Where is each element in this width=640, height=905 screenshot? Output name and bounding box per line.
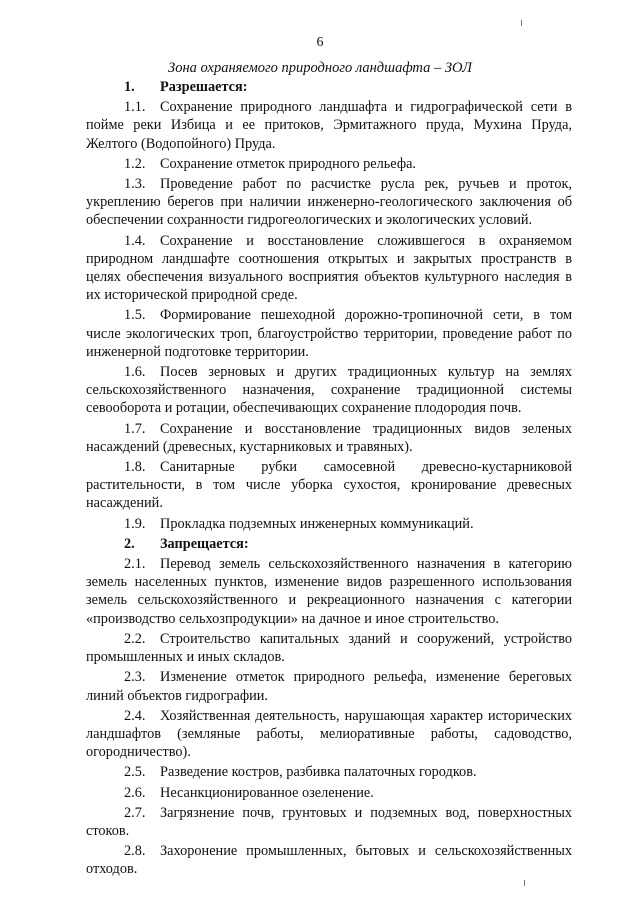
item-number: 2.2. [124,630,146,647]
item-number: 1.9. [124,515,146,532]
item-number: 1.1. [124,99,146,116]
section-heading-forbidden [86,535,572,553]
item-text: Перевод земель сельскохозяйственного назначения в категорию земель населенных пунктов, изменение видов разрешенного использования земель сельскохозяйственного и рекреационного назначения с категории «производство сельхозпродукции» на дачное и иное строительство. [86,556,572,627]
item-text: Захоронение промышленных, бытовых и сельскохозяйственных отходов. [86,843,572,878]
item-text: Сохранение природного ландшафта и гидрографической сети в пойме реки Избица и ее притоков, Эрмитажного пруда, Мухина Пруда, Желтого (Водопойного) Пруда. [86,99,572,152]
item-text: Разведение костров, разбивка палаточных городков. [160,764,477,781]
item-number: 2.7. [124,804,146,821]
section-title: Разрешается: [160,79,248,95]
item-number: 1.8. [124,459,146,476]
scan-mark [524,880,525,886]
item-text: Прокладка подземных инженерных коммуникаций. [160,515,474,532]
item-text: Формирование пешеходной дорожно-тропиночной сети, в том числе экологических троп, благоустройство территории, проведение работ по инженерной подготовке территории. [86,307,572,360]
item-number: 2.3. [124,669,146,686]
list-item [86,707,572,762]
item-text: Проведение работ по расчистке русла рек, ручьев и проток, укреплению берегов при наличии инженерно-геологического заключения об обеспечении сохранности гидрогеологических и экологических условий. [86,176,572,229]
item-text: Посев зерновых и других традиционных культур на землях сельскохозяйственного назначения, сохранение традиционной системы севооборота и ротации, обеспечивающих сохранение плодородия почв. [86,364,572,417]
list-item [86,420,572,456]
list-item [86,306,572,361]
list-item [86,555,572,628]
list-item [86,515,572,533]
item-text: Санитарные рубки самосевной древесно-кустарниковой растительности, в том числе уборка сухостоя, кронирование древесных насаждений. [86,459,572,512]
document-body [86,78,572,881]
scan-mark [521,20,522,26]
zone-title: Зона охраняемого природного ландшафта – ЗОЛ [168,60,472,76]
list-item [86,175,572,230]
item-text: Изменение отметок природного рельефа, изменение береговых линий объектов гидрографии. [86,669,572,704]
item-text: Строительство капитальных зданий и сооружений, устройство промышленных и иных складов. [86,630,572,666]
list-item [86,804,572,840]
item-number: 1.7. [124,420,146,437]
section-number: 1. [124,79,135,95]
list-item [86,630,572,666]
item-text: Хозяйственная деятельность, нарушающая характер исторических ландшафтов (земляные работы, мелиоративные работы, садоводство, огородничество). [86,707,572,761]
list-item [86,232,572,305]
item-number: 2.6. [124,784,146,801]
item-number: 2.4. [124,707,146,724]
item-number: 1.5. [124,307,146,324]
list-item [86,668,572,704]
item-text: Несанкционированное озеленение. [160,784,374,801]
list-item [86,98,572,153]
list-item [86,842,572,878]
section-heading-allowed [86,78,572,96]
list-item [86,784,572,802]
item-number: 1.4. [124,232,146,249]
item-text: Сохранение и восстановление сложившегося в охраняемом природном ландшафте соотношения открытых и закрытых пространств в целях обеспечения визуального восприятия объектов культурного наследия в их исторической природной среде. [86,232,572,304]
item-text: Загрязнение почв, грунтовых и подземных вод, поверхностных стоков. [86,804,572,839]
list-item [86,458,572,513]
page-number: 6 [316,35,324,50]
item-number: 1.3. [124,176,146,193]
item-number: 2.1. [124,556,146,573]
item-number: 1.6. [124,364,146,381]
item-number: 2.5. [124,764,146,781]
item-text: Сохранение и восстановление традиционных видов зеленых насаждений (древесных, кустарниковых и травяных). [86,420,572,455]
item-number: 1.2. [124,155,146,172]
list-item [86,763,572,781]
section-title: Запрещается: [160,535,249,552]
list-item [86,155,572,173]
item-number: 2.8. [124,843,146,860]
section-number: 2. [124,535,135,552]
list-item [86,363,572,418]
item-text: Сохранение отметок природного рельефа. [160,155,417,172]
